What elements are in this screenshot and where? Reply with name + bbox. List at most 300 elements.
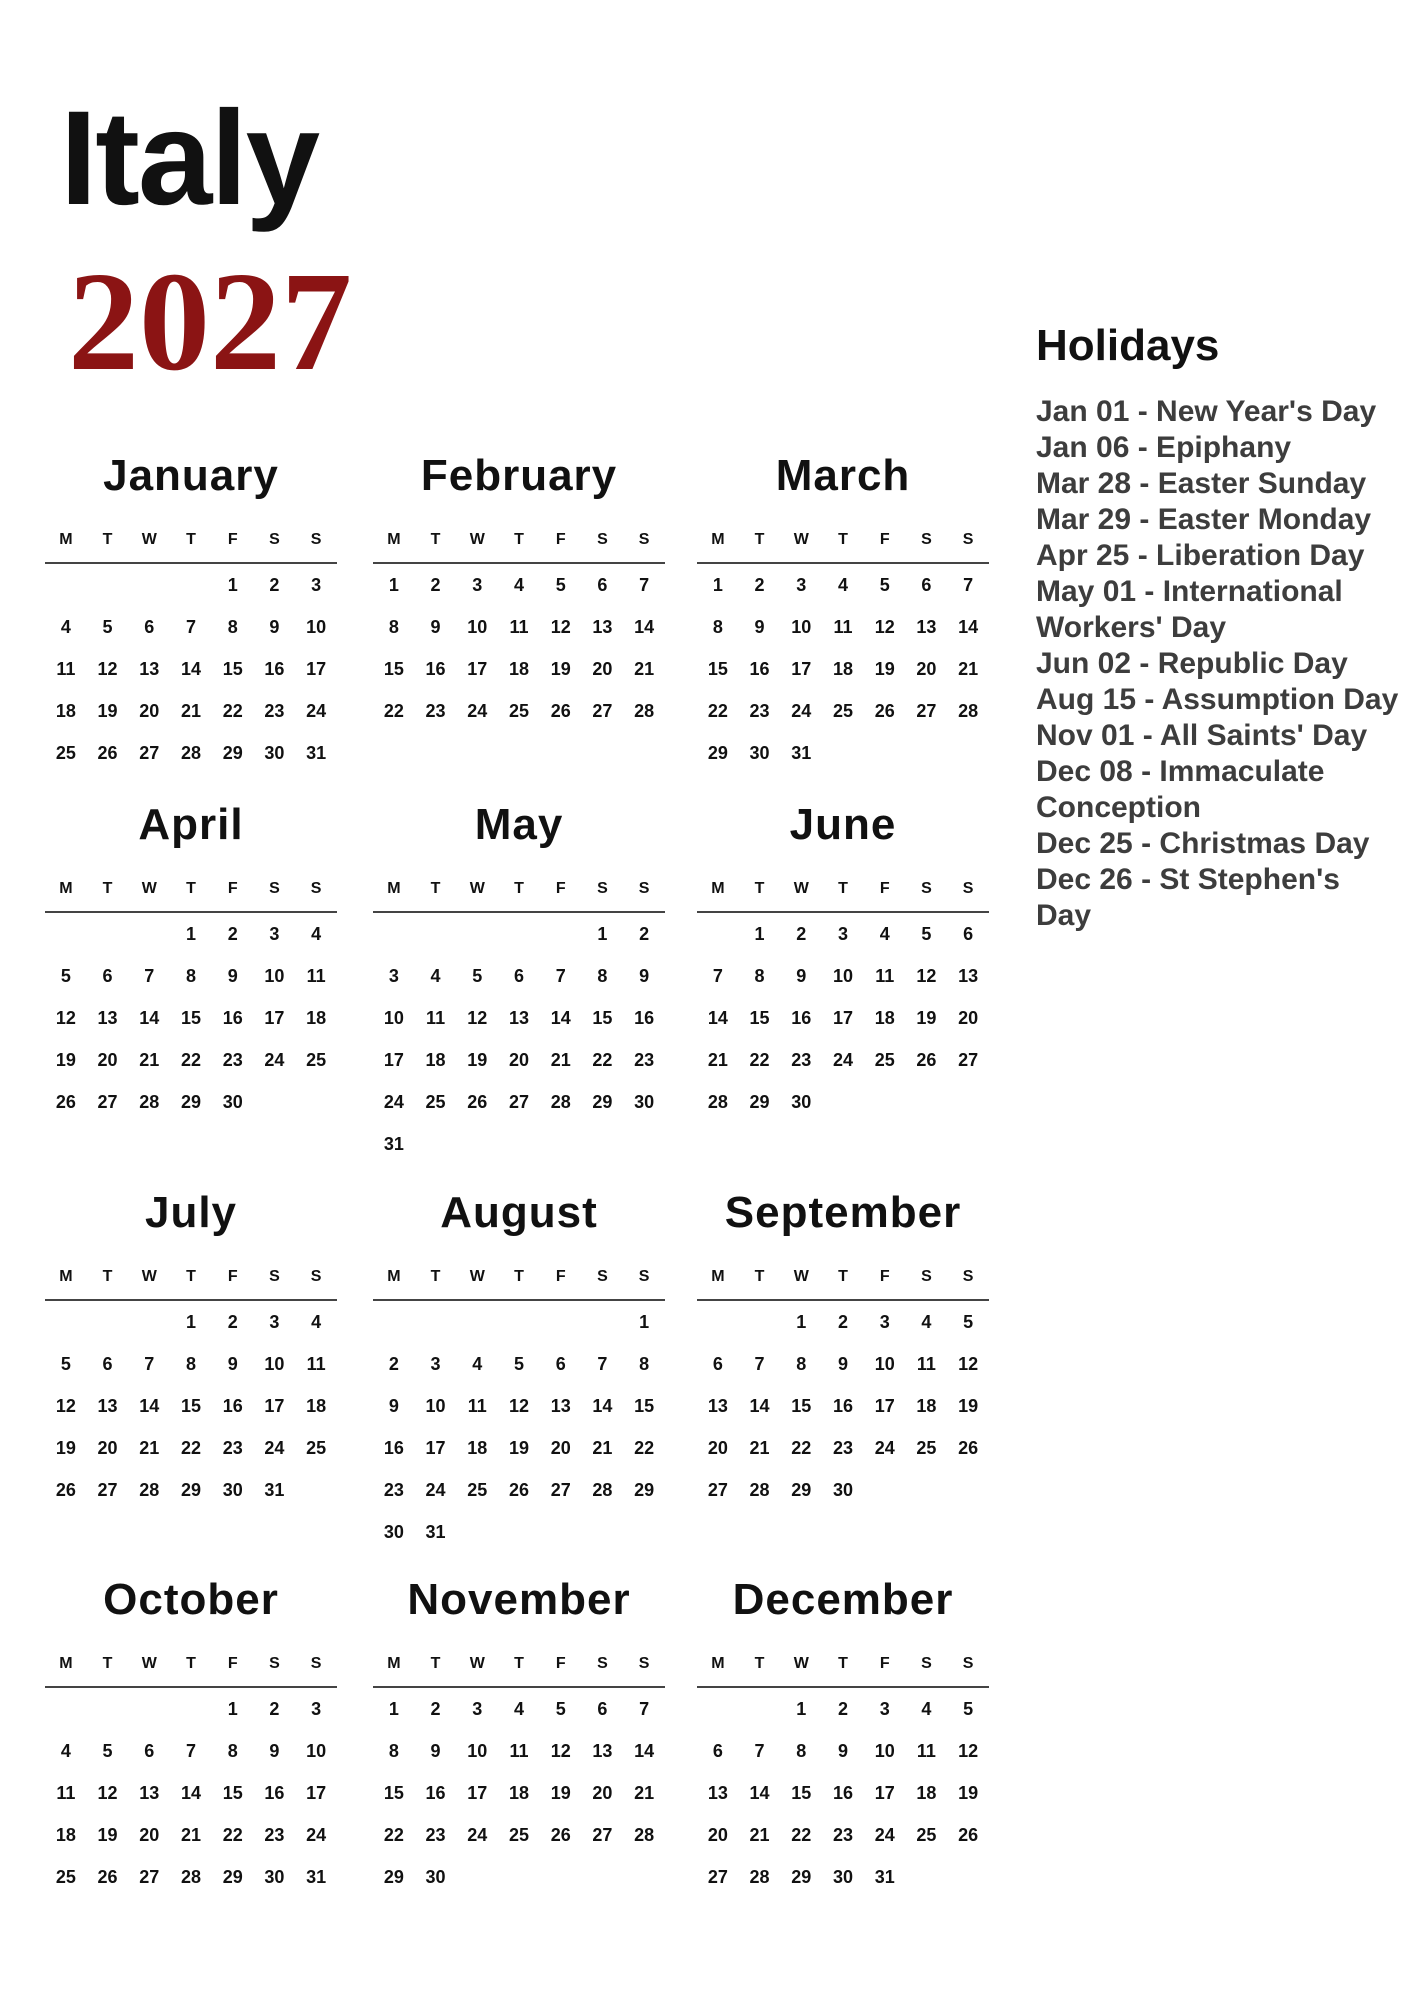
weekday-label: W xyxy=(469,880,485,897)
day-cell: 29 xyxy=(791,1867,812,1887)
weekday-header-row xyxy=(373,526,665,554)
holiday-item: Mar 28 - Easter Sunday xyxy=(1036,467,1367,500)
week-row xyxy=(45,955,337,997)
month-title: December xyxy=(732,1575,954,1624)
weekday-label: W xyxy=(469,531,485,548)
day-cell: 7 xyxy=(754,1741,765,1761)
holiday-item: Jan 01 - New Year's Day xyxy=(1036,395,1377,428)
weekday-label: F xyxy=(227,531,238,548)
weekday-label: M xyxy=(59,1655,73,1672)
day-cell: 9 xyxy=(269,1741,280,1761)
day-cell: 9 xyxy=(754,617,765,637)
day-cell-empty xyxy=(498,1301,540,1343)
day-cell: 30 xyxy=(791,1092,812,1112)
day-cell: 2 xyxy=(269,575,280,595)
day-cell: 19 xyxy=(550,1783,571,1803)
day-cell: 26 xyxy=(958,1438,979,1458)
day-cell: 24 xyxy=(874,1438,895,1458)
month-march xyxy=(697,448,989,763)
day-cell: 18 xyxy=(916,1783,937,1803)
day-cell: 30 xyxy=(425,1867,446,1887)
holiday-item: Dec 25 - Christmas Day xyxy=(1036,827,1370,860)
day-cell: 22 xyxy=(383,1825,404,1845)
day-cell: 26 xyxy=(874,701,895,721)
day-cell: 3 xyxy=(472,1699,483,1719)
day-cell-empty xyxy=(540,1856,582,1898)
day-cell-empty xyxy=(623,1856,665,1898)
day-cell-empty xyxy=(947,732,989,774)
day-cell: 22 xyxy=(222,1825,243,1845)
weekday-label: S xyxy=(638,1655,650,1672)
day-cell: 29 xyxy=(749,1092,770,1112)
day-cell-empty xyxy=(864,1081,906,1123)
week-row xyxy=(45,1814,337,1856)
day-cell: 19 xyxy=(97,1825,118,1845)
day-cell: 3 xyxy=(879,1699,890,1719)
day-cell: 27 xyxy=(592,1825,613,1845)
day-cell: 6 xyxy=(963,924,974,944)
day-cell: 7 xyxy=(185,1741,196,1761)
day-cell: 20 xyxy=(97,1438,118,1458)
day-cell: 23 xyxy=(264,1825,285,1845)
holiday-item: Dec 26 - St Stephen's Day xyxy=(1036,863,1340,932)
week-row xyxy=(45,648,337,690)
day-cell: 6 xyxy=(712,1354,723,1374)
holiday-item: May 01 - International Workers' Day xyxy=(1036,575,1343,644)
week-row xyxy=(45,1730,337,1772)
day-cell: 9 xyxy=(269,617,280,637)
day-cell: 19 xyxy=(55,1050,76,1070)
day-cell: 20 xyxy=(550,1438,571,1458)
day-cell: 30 xyxy=(264,743,285,763)
day-cell: 27 xyxy=(508,1092,529,1112)
week-row xyxy=(373,1730,665,1772)
weekday-label: T xyxy=(514,880,524,897)
month-august xyxy=(373,1185,665,1542)
day-cell: 1 xyxy=(185,924,196,944)
day-cell: 13 xyxy=(508,1008,529,1028)
day-cell: 2 xyxy=(837,1699,848,1719)
day-cell: 17 xyxy=(306,1783,327,1803)
day-cell: 9 xyxy=(388,1396,399,1416)
month-november xyxy=(373,1572,665,1887)
day-cell: 22 xyxy=(791,1438,812,1458)
day-cell-empty xyxy=(739,1301,781,1343)
day-cell: 10 xyxy=(264,1354,285,1374)
day-cell: 4 xyxy=(472,1354,483,1374)
weekday-label: F xyxy=(879,531,890,548)
week-row xyxy=(697,1772,989,1814)
weeks-list xyxy=(697,1301,989,1511)
day-cell: 23 xyxy=(749,701,770,721)
weekday-label: F xyxy=(227,1655,238,1672)
week-row xyxy=(45,1688,337,1730)
weekday-label: T xyxy=(838,1268,848,1285)
week-row xyxy=(697,1688,989,1730)
week-row xyxy=(697,1730,989,1772)
day-cell: 9 xyxy=(227,1354,238,1374)
day-cell: 28 xyxy=(634,1825,655,1845)
day-cell: 22 xyxy=(749,1050,770,1070)
day-cell-empty xyxy=(582,1123,624,1165)
day-cell: 3 xyxy=(796,575,807,595)
month-december xyxy=(697,1572,989,1887)
weeks-list xyxy=(45,564,337,774)
day-cell: 1 xyxy=(227,575,238,595)
day-cell: 28 xyxy=(180,1867,201,1887)
day-cell: 6 xyxy=(144,617,155,637)
weekday-label: S xyxy=(962,1655,974,1672)
day-cell: 29 xyxy=(707,743,728,763)
week-row xyxy=(697,1427,989,1469)
day-cell: 9 xyxy=(227,966,238,986)
weekday-header-row xyxy=(373,1650,665,1678)
day-cell: 21 xyxy=(634,659,655,679)
day-cell: 23 xyxy=(264,701,285,721)
day-cell: 18 xyxy=(508,1783,529,1803)
day-cell: 26 xyxy=(97,743,118,763)
day-cell: 4 xyxy=(513,575,524,595)
weeks-list xyxy=(373,1688,665,1898)
day-cell-empty xyxy=(947,1081,989,1123)
weekday-label: T xyxy=(754,880,765,897)
weekday-label: S xyxy=(269,1268,280,1285)
week-row xyxy=(697,732,989,774)
day-cell: 30 xyxy=(222,1092,243,1112)
month-title: October xyxy=(103,1575,279,1624)
day-cell: 30 xyxy=(832,1867,853,1887)
weekday-label: M xyxy=(59,1268,73,1285)
day-cell-empty xyxy=(947,1469,989,1511)
day-cell: 25 xyxy=(832,701,853,721)
day-cell: 2 xyxy=(837,1312,848,1332)
weekday-label: F xyxy=(555,531,566,548)
day-cell: 17 xyxy=(306,659,327,679)
day-cell: 20 xyxy=(508,1050,529,1070)
day-cell: 26 xyxy=(508,1480,529,1500)
day-cell: 6 xyxy=(597,575,608,595)
day-cell: 20 xyxy=(916,659,937,679)
weekday-label: T xyxy=(186,880,196,897)
weekday-label: T xyxy=(430,531,441,548)
day-cell: 5 xyxy=(921,924,932,944)
weekday-label: S xyxy=(962,1268,974,1285)
day-cell: 11 xyxy=(306,966,326,986)
weekday-label: M xyxy=(711,531,725,548)
day-cell: 23 xyxy=(425,1825,446,1845)
day-cell-empty xyxy=(45,913,87,955)
week-row xyxy=(373,1081,665,1123)
month-may xyxy=(373,797,665,1154)
month-july xyxy=(45,1185,337,1500)
weekday-label: F xyxy=(879,880,890,897)
day-cell-empty xyxy=(906,1081,948,1123)
day-cell: 7 xyxy=(185,617,196,637)
day-cell: 31 xyxy=(306,743,327,763)
week-row xyxy=(45,1385,337,1427)
day-cell: 12 xyxy=(550,1741,571,1761)
day-cell: 14 xyxy=(749,1783,770,1803)
week-row xyxy=(373,1123,665,1165)
day-cell: 13 xyxy=(592,1741,613,1761)
day-cell: 16 xyxy=(791,1008,812,1028)
day-cell: 1 xyxy=(185,1312,196,1332)
day-cell: 21 xyxy=(180,1825,201,1845)
day-cell: 20 xyxy=(592,1783,613,1803)
day-cell: 14 xyxy=(958,617,979,637)
day-cell: 15 xyxy=(222,659,243,679)
weekday-label: S xyxy=(597,531,608,548)
day-cell: 25 xyxy=(508,1825,529,1845)
day-cell: 25 xyxy=(55,743,76,763)
day-cell: 12 xyxy=(874,617,895,637)
day-cell: 17 xyxy=(383,1050,404,1070)
day-cell: 16 xyxy=(749,659,770,679)
weekday-label: T xyxy=(102,531,113,548)
day-cell: 4 xyxy=(837,575,848,595)
weekday-header-row xyxy=(45,875,337,903)
day-cell: 27 xyxy=(97,1092,118,1112)
weekday-label: T xyxy=(430,1268,441,1285)
day-cell: 18 xyxy=(832,659,853,679)
week-row xyxy=(45,913,337,955)
day-cell-empty xyxy=(128,913,170,955)
day-cell: 28 xyxy=(180,743,201,763)
day-cell: 22 xyxy=(791,1825,812,1845)
week-row xyxy=(45,564,337,606)
holiday-item: Nov 01 - All Saints' Day xyxy=(1036,719,1368,752)
weekday-label: S xyxy=(269,880,280,897)
week-row xyxy=(373,606,665,648)
day-cell: 22 xyxy=(222,701,243,721)
day-cell: 12 xyxy=(55,1396,76,1416)
day-cell: 10 xyxy=(467,617,488,637)
day-cell: 31 xyxy=(383,1134,404,1154)
day-cell: 29 xyxy=(592,1092,613,1112)
day-cell: 12 xyxy=(550,617,571,637)
week-row xyxy=(45,1301,337,1343)
weekday-label: S xyxy=(597,1655,608,1672)
day-cell: 7 xyxy=(597,1354,608,1374)
day-cell: 23 xyxy=(222,1050,243,1070)
week-row xyxy=(45,1856,337,1898)
day-cell: 24 xyxy=(425,1480,446,1500)
holiday-item: Mar 29 - Easter Monday xyxy=(1036,503,1372,536)
weekday-label: F xyxy=(227,880,238,897)
day-cell: 27 xyxy=(958,1050,979,1070)
day-cell: 15 xyxy=(180,1396,201,1416)
day-cell: 14 xyxy=(749,1396,770,1416)
week-row xyxy=(373,1688,665,1730)
day-cell: 5 xyxy=(472,966,483,986)
day-cell: 1 xyxy=(227,1699,238,1719)
day-cell-empty xyxy=(623,1511,665,1553)
day-cell-empty xyxy=(739,1688,781,1730)
day-cell: 23 xyxy=(832,1825,853,1845)
day-cell: 21 xyxy=(749,1825,770,1845)
day-cell: 19 xyxy=(467,1050,488,1070)
day-cell: 9 xyxy=(837,1741,848,1761)
day-cell-empty xyxy=(415,1301,457,1343)
day-cell: 17 xyxy=(425,1438,446,1458)
day-cell: 1 xyxy=(388,1699,399,1719)
day-cell: 9 xyxy=(430,1741,441,1761)
week-row xyxy=(697,1385,989,1427)
day-cell: 28 xyxy=(634,701,655,721)
weekday-label: M xyxy=(59,880,73,897)
day-cell: 1 xyxy=(754,924,765,944)
month-title: January xyxy=(103,451,279,500)
day-cell: 15 xyxy=(749,1008,770,1028)
day-cell: 13 xyxy=(958,966,979,986)
weekday-label: M xyxy=(711,1655,725,1672)
day-cell: 9 xyxy=(430,617,441,637)
day-cell: 13 xyxy=(592,617,613,637)
weekday-header-row xyxy=(373,1263,665,1291)
day-cell: 13 xyxy=(97,1008,118,1028)
holidays-title: Holidays xyxy=(1036,321,1220,370)
day-cell: 15 xyxy=(383,659,404,679)
week-row xyxy=(697,913,989,955)
day-cell: 4 xyxy=(60,1741,71,1761)
weekday-label: S xyxy=(962,531,974,548)
day-cell: 5 xyxy=(102,617,113,637)
day-cell: 6 xyxy=(555,1354,566,1374)
day-cell: 6 xyxy=(712,1741,723,1761)
weekday-label: M xyxy=(59,531,73,548)
day-cell-empty xyxy=(456,1511,498,1553)
day-cell: 25 xyxy=(425,1092,446,1112)
weekday-label: W xyxy=(793,1268,809,1285)
weekday-label: T xyxy=(102,1268,113,1285)
day-cell: 26 xyxy=(467,1092,488,1112)
day-cell: 24 xyxy=(467,701,488,721)
weekday-label: S xyxy=(310,1655,322,1672)
day-cell: 7 xyxy=(144,966,155,986)
weekday-label: S xyxy=(638,531,650,548)
day-cell: 3 xyxy=(430,1354,441,1374)
day-cell-empty xyxy=(295,1469,337,1511)
day-cell: 4 xyxy=(921,1699,932,1719)
day-cell: 25 xyxy=(306,1050,327,1070)
week-row xyxy=(697,1856,989,1898)
day-cell: 28 xyxy=(592,1480,613,1500)
day-cell: 25 xyxy=(306,1438,327,1458)
day-cell: 10 xyxy=(425,1396,446,1416)
day-cell-empty xyxy=(697,1688,739,1730)
day-cell: 13 xyxy=(139,659,160,679)
day-cell: 16 xyxy=(425,1783,446,1803)
day-cell-empty xyxy=(540,1301,582,1343)
holiday-item: Jan 06 - Epiphany xyxy=(1036,431,1292,464)
week-row xyxy=(373,913,665,955)
day-cell: 8 xyxy=(597,966,608,986)
day-cell: 13 xyxy=(916,617,937,637)
day-cell: 1 xyxy=(712,575,723,595)
day-cell-empty xyxy=(540,1511,582,1553)
day-cell: 22 xyxy=(707,701,728,721)
day-cell: 7 xyxy=(639,575,650,595)
weekday-label: S xyxy=(310,531,322,548)
day-cell: 31 xyxy=(306,1867,327,1887)
day-cell: 22 xyxy=(634,1438,655,1458)
day-cell: 27 xyxy=(916,701,937,721)
month-title: August xyxy=(440,1188,598,1237)
day-cell: 12 xyxy=(55,1008,76,1028)
day-cell: 13 xyxy=(707,1783,728,1803)
weekday-label: M xyxy=(387,1268,401,1285)
week-row xyxy=(697,1301,989,1343)
day-cell: 2 xyxy=(430,575,441,595)
day-cell: 3 xyxy=(472,575,483,595)
day-cell: 27 xyxy=(592,701,613,721)
weekday-label: T xyxy=(186,531,196,548)
day-cell: 14 xyxy=(707,1008,728,1028)
day-cell: 19 xyxy=(874,659,895,679)
day-cell: 23 xyxy=(425,701,446,721)
day-cell-empty xyxy=(864,1469,906,1511)
weekday-label: S xyxy=(597,880,608,897)
day-cell: 30 xyxy=(634,1092,655,1112)
day-cell: 25 xyxy=(55,1867,76,1887)
weekday-label: W xyxy=(141,1655,157,1672)
day-cell: 17 xyxy=(874,1783,895,1803)
day-cell: 2 xyxy=(639,924,650,944)
day-cell: 2 xyxy=(227,1312,238,1332)
day-cell-empty xyxy=(697,913,739,955)
day-cell-empty xyxy=(864,732,906,774)
day-cell: 11 xyxy=(509,617,529,637)
day-cell: 28 xyxy=(707,1092,728,1112)
day-cell: 11 xyxy=(56,1783,76,1803)
day-cell: 4 xyxy=(513,1699,524,1719)
day-cell: 9 xyxy=(837,1354,848,1374)
day-cell: 4 xyxy=(311,1312,322,1332)
day-cell: 6 xyxy=(144,1741,155,1761)
weekday-header-row xyxy=(697,875,989,903)
day-cell: 7 xyxy=(555,966,566,986)
day-cell: 11 xyxy=(875,966,895,986)
day-cell: 17 xyxy=(874,1396,895,1416)
day-cell: 17 xyxy=(264,1396,285,1416)
weekday-label: W xyxy=(141,1268,157,1285)
day-cell: 16 xyxy=(383,1438,404,1458)
day-cell: 3 xyxy=(388,966,399,986)
day-cell: 23 xyxy=(222,1438,243,1458)
day-cell: 8 xyxy=(388,1741,399,1761)
weekday-label: F xyxy=(555,880,566,897)
year-title: 2027 xyxy=(68,242,352,400)
holiday-item: Aug 15 - Assumption Day xyxy=(1036,683,1399,716)
week-row xyxy=(373,690,665,732)
weeks-list xyxy=(45,913,337,1123)
day-cell: 26 xyxy=(958,1825,979,1845)
month-title: June xyxy=(789,800,897,849)
day-cell: 30 xyxy=(222,1480,243,1500)
day-cell: 25 xyxy=(508,701,529,721)
week-row xyxy=(373,1772,665,1814)
week-row xyxy=(373,1301,665,1343)
holiday-item: Dec 08 - Immaculate Conception xyxy=(1036,755,1325,824)
day-cell-empty xyxy=(906,732,948,774)
day-cell: 15 xyxy=(634,1396,655,1416)
day-cell: 7 xyxy=(963,575,974,595)
day-cell: 24 xyxy=(383,1092,404,1112)
week-row xyxy=(45,690,337,732)
day-cell-empty xyxy=(947,1856,989,1898)
day-cell: 17 xyxy=(264,1008,285,1028)
day-cell: 20 xyxy=(592,659,613,679)
